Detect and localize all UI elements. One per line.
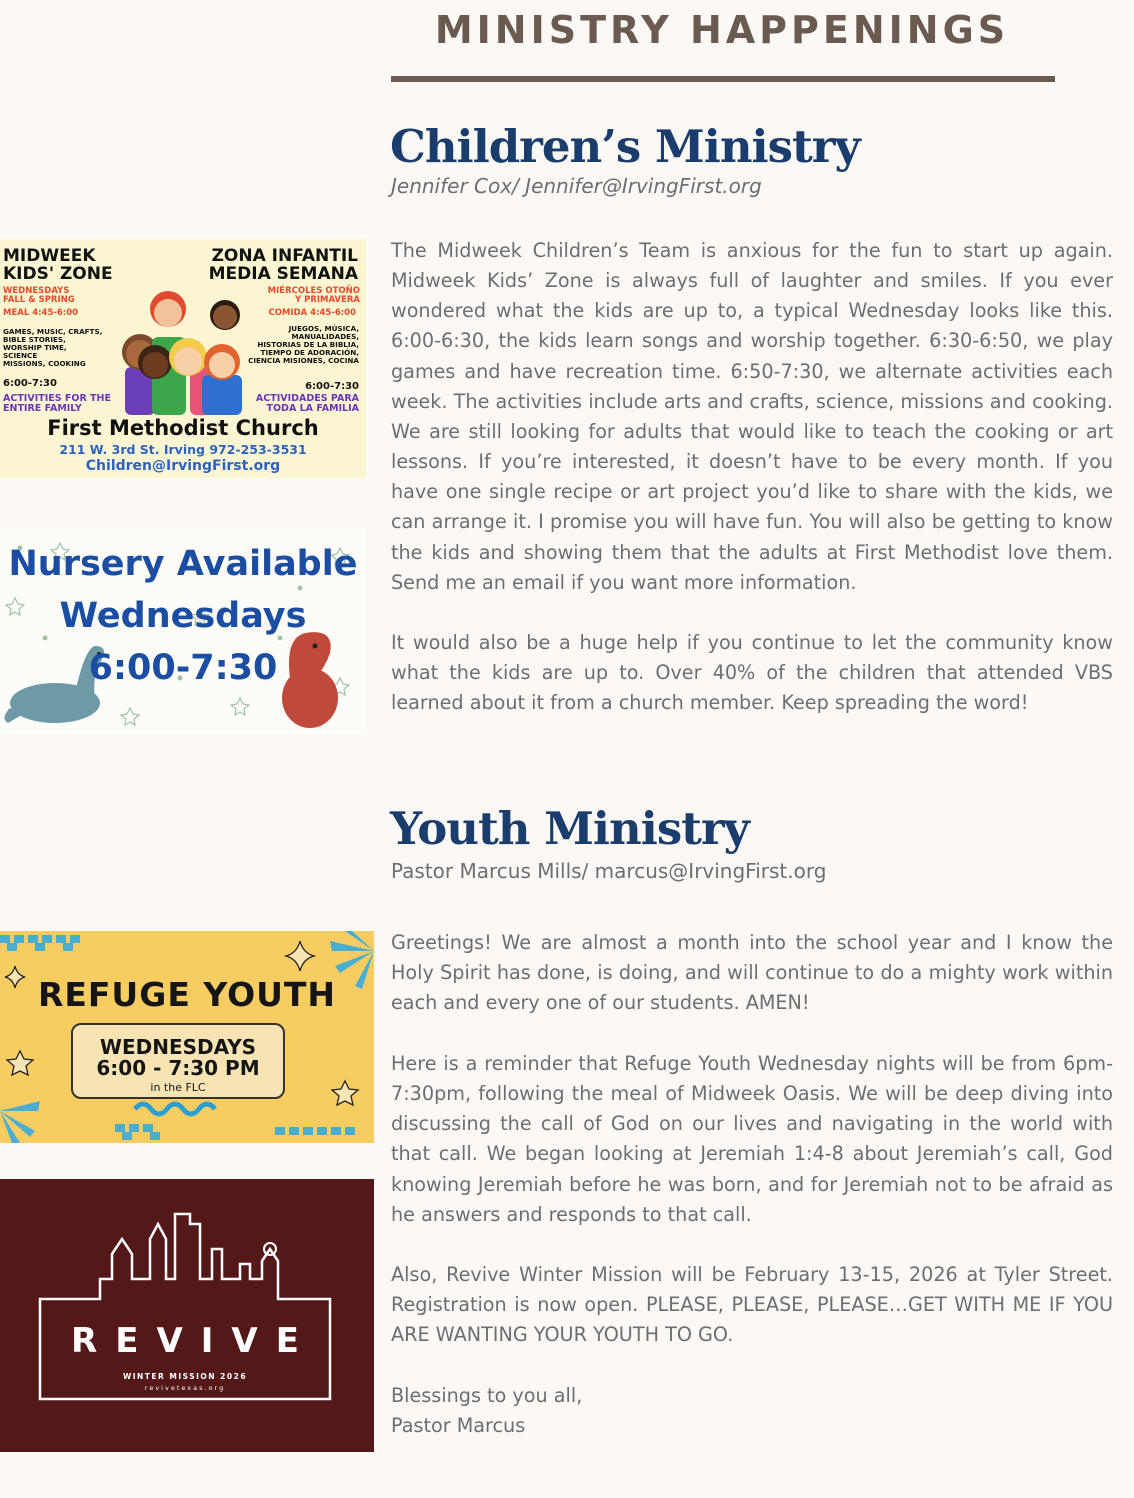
kids-zone-acts-es-1: JUEGOS, MÚSICA,	[288, 324, 359, 333]
header-divider	[391, 76, 1055, 82]
kids-zone-family-es-2: TODA LA FAMILIA	[266, 403, 359, 414]
youth-ministry-paragraph-3: Also, Revive Winter Mission will be February 13-15, 2026 at Tyler Street. Registration is now open. PLEASE, PLEASE, PLEASE…GET WITH ME IF YOU ARE WANTING YOUR YOUTH TO GO.	[391, 1263, 1113, 1347]
youth-ministry-paragraph-1: Greetings! We are almost a month into the school year and I know the Holy Spirit has done, is doing, and will continue to do a mighty work within each and every one of our students. AMEN!	[391, 931, 1113, 1015]
kids-zone-when-es-2: Y PRIMAVERA	[294, 295, 360, 305]
city-skyline-icon	[0, 1179, 374, 1452]
kids-zone-title-es-2: MEDIA SEMANA	[208, 264, 358, 284]
revive-title: REVIVE	[71, 1321, 317, 1361]
kids-zone-when-es-1: MIÉRCOLES OTOÑO	[267, 286, 360, 296]
childrens-ministry-paragraph-2: It would also be a huge help if you continue to let the community know what the kids are up to. Over 40% of the children that attended VBS learned about it from a church member. Keep spreading the word!	[391, 631, 1113, 715]
refuge-youth-title: REFUGE YOUTH	[37, 975, 337, 1014]
kids-zone-acts-en-2: BIBLE STORIES,	[3, 335, 66, 344]
kids-zone-when-en-2: FALL & SPRING	[3, 295, 75, 305]
kids-zone-family-es-1: ACTIVIDADES PARA	[255, 393, 359, 404]
kids-zone-title-en-2: KIDS' ZONE	[3, 264, 113, 284]
kids-zone-acts-en-1: GAMES, MUSIC, CRAFTS,	[3, 327, 103, 336]
kids-zone-family-en-2: ENTIRE FAMILY	[3, 403, 82, 414]
kids-zone-time-en: 6:00-7:30	[3, 378, 57, 389]
kids-zone-meal-en: MEAL 4:45-6:00	[3, 308, 79, 318]
nursery-flyer	[0, 528, 366, 735]
youth-ministry-contact: Pastor Marcus Mills/ marcus@IrvingFirst.org	[391, 859, 827, 883]
kids-zone-address: 211 W. 3rd St. Irving 972-253-3531	[59, 442, 307, 457]
page-title: MINISTRY HAPPENINGS	[434, 8, 1010, 52]
revive-subtitle: WINTER MISSION 2026	[122, 1372, 248, 1381]
kids-zone-flyer	[0, 239, 366, 478]
kids-zone-acts-en-3: WORSHIP TIME,	[3, 343, 67, 352]
revive-url: revivetexas.org	[144, 1384, 226, 1392]
kids-zone-acts-es-4: TIEMPO DE ADORACIÓN,	[260, 348, 359, 357]
kids-zone-email: Children@IrvingFirst.org	[85, 458, 281, 474]
childrens-ministry-paragraph-1: The Midweek Children’s Team is anxious for the fun to start up again. Midweek Kids’ Zone is always full of laughter and smiles. If you ever wondered what the kids are up to, a typical Wednesday looks like this. 6:00-6:30, the kids learn songs and worship together. 6:30-6:50, we play games and have recreation time. 6:50-7:30, we alternate activities each week. The activities include arts and crafts, science, missions and cooking. We are still looking for adults that would like to teach the cooking or art lessons. If you’re interested, it doesn’t have to be every month. If you have one single recipe or art project you’d like to share with the kids, we can arrange it. I promise you will have fun. You will also be getting to know the kids and showing them that the adults at First Methodist love them. Send me an email if you want more information.	[391, 239, 1113, 594]
signoff-name: Pastor Marcus	[391, 1414, 526, 1438]
refuge-day: WEDNESDAYS	[99, 1035, 257, 1059]
kids-zone-acts-es-5: CIENCIA MISIONES, COCINA	[248, 356, 359, 365]
refuge-youth-flyer	[0, 931, 374, 1143]
signoff-greeting: Blessings to you all,	[391, 1384, 583, 1407]
nursery-line-2: Wednesdays	[59, 596, 307, 636]
kids-zone-when-en-1: WEDNESDAYS	[3, 286, 70, 296]
kids-zone-church-name: First Methodist Church	[47, 416, 319, 440]
childrens-ministry-title: Children’s Ministry	[390, 120, 860, 173]
refuge-time: 6:00 - 7:30 PM	[96, 1056, 260, 1080]
refuge-schedule-box	[71, 1023, 285, 1099]
kids-zone-acts-es-3: HISTORIAS DE LA BIBLIA,	[257, 340, 359, 349]
kids-zone-title-en-1: MIDWEEK	[3, 246, 96, 266]
childrens-ministry-contact: Jennifer Cox/ Jennifer@IrvingFirst.org	[391, 174, 762, 198]
kids-zone-acts-en-5: MISSIONS, COOKING	[3, 359, 86, 368]
kids-illustration	[100, 257, 260, 415]
kids-zone-title-es-1: ZONA INFANTIL	[211, 246, 358, 266]
kids-zone-meal-es: COMIDA 4:45-6:00	[268, 308, 356, 318]
kids-zone-acts-en-4: SCIENCE	[3, 351, 38, 360]
refuge-place: in the FLC	[150, 1081, 206, 1094]
youth-ministry-paragraph-2: Here is a reminder that Refuge Youth Wednesday nights will be from 6pm-7:30pm, following the meal of Midweek Oasis. We will be deep diving into discussing the call of God on our lives and navigating in the world with that call. We began looking at Jeremiah 1:4-8 about Jeremiah’s call, God knowing Jeremiah before he was born, and for Jeremiah not to be afraid as he answers and responds to that call.	[391, 1052, 1113, 1226]
nursery-line-1: Nursery Available	[8, 544, 358, 584]
kids-zone-acts-es-2: MANUALIDADES,	[291, 332, 359, 341]
kids-zone-time-es: 6:00-7:30	[305, 381, 359, 392]
youth-ministry-title: Youth Ministry	[390, 802, 749, 855]
youth-ministry-signoff	[391, 1381, 1113, 1441]
revive-flyer	[0, 1179, 374, 1452]
nursery-line-3: 6:00-7:30	[88, 648, 278, 688]
kids-zone-family-en-1: ACTIVITIES FOR THE	[3, 393, 111, 404]
